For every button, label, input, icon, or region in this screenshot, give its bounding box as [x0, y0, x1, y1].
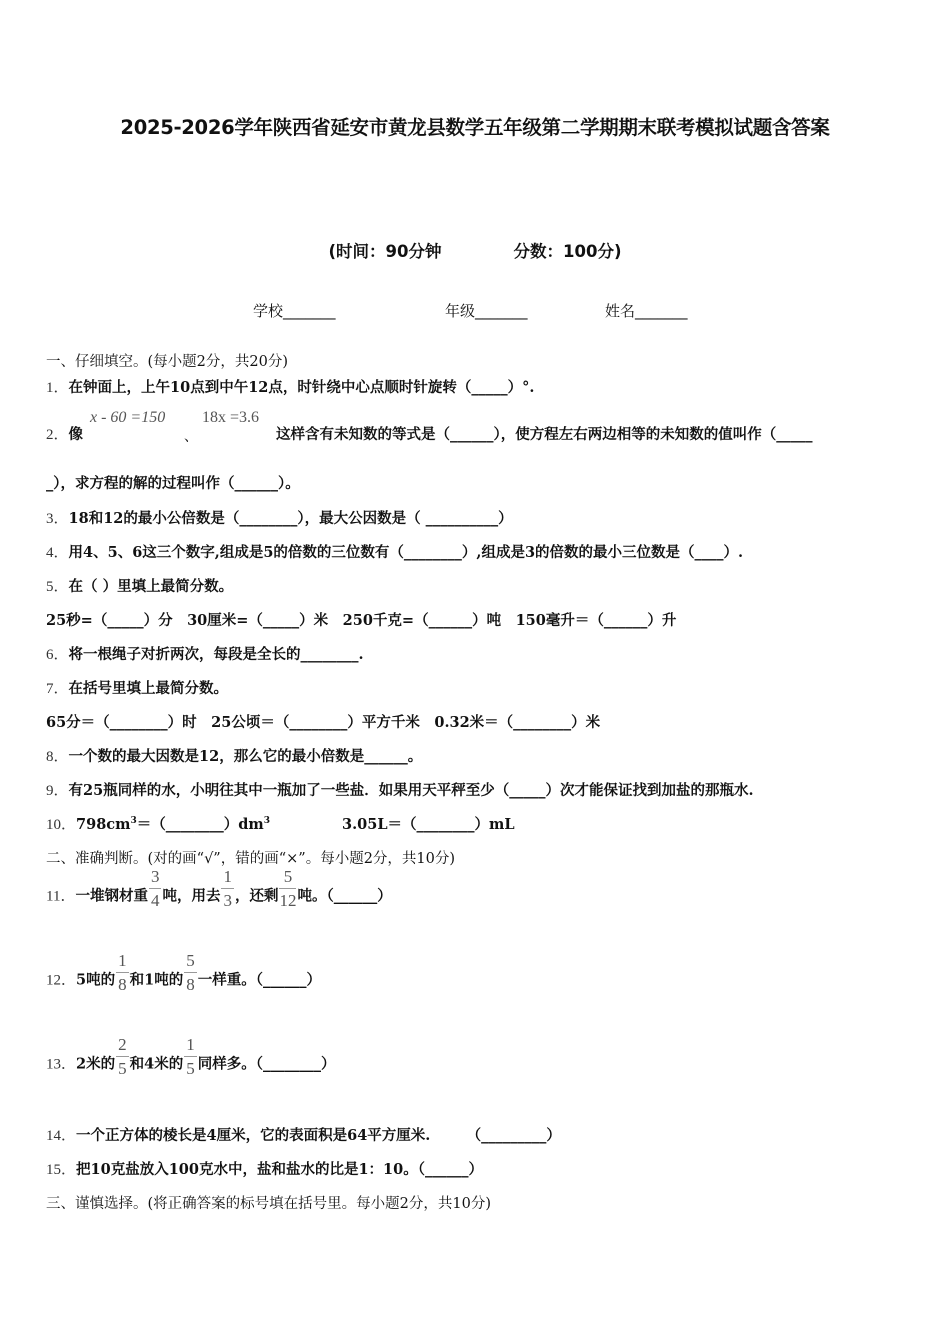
- fraction-1-3: $\frac{1}{3}$: [223, 867, 232, 910]
- question-7: 7．在括号里填上最简分数。: [46, 680, 229, 697]
- question-14: 14．一个正方体的棱长是4厘米，它的表面积是64平方厘米. （_________）: [46, 1127, 561, 1144]
- question-6: 6．将一根绳子对折两次，每段是全长的________.: [46, 646, 364, 663]
- question-13: 13．2米的 $\frac{2}{5}$ 和4米的 $\frac{1}{5}$ 同样多。（________）: [46, 1035, 336, 1078]
- question-12: 12．5吨的 $\frac{1}{8}$ 和1吨的 $\frac{5}{8}$ 一样重。（______）: [46, 951, 321, 994]
- section-1-heading: 一、仔细填空。(每小题2分，共20分): [46, 354, 288, 370]
- equation-2: 18x =3.6: [202, 409, 260, 426]
- name-field[interactable]: 姓名_______: [605, 302, 688, 320]
- question-4: 4．用4、5、6这三个数字,组成是5的倍数的三位数有（________）,组成是3的倍数的最小三位数是（____）.: [46, 544, 744, 561]
- question-1: 1．在钟面上，上午10点到中午12点，时针绕中心点顺时针旋转（_____）°.: [46, 379, 535, 396]
- grade-field[interactable]: 年级_______: [445, 302, 528, 320]
- exam-score: 分数：100分): [513, 242, 622, 261]
- question-10: 10．$798cm^3=(\_\_\_\_\_\_\_\_)dm^3$: [46, 816, 270, 833]
- equation-1: x - 60 =150: [90, 409, 166, 426]
- section-3-heading: 三、谨慎选择。(将正确答案的标号填在括号里。每小题2分，共10分): [46, 1196, 491, 1212]
- fraction-3-4: $\frac{3}{4}$: [150, 867, 160, 910]
- question-5: 5．在（ ）里填上最简分数。: [46, 578, 234, 595]
- document-title: 2025-2026学年陕西省延安市黄龙县数学五年级第二学期期末联考模拟试题含答案: [120, 116, 830, 139]
- fraction-5-8: $\frac{5}{8}$: [186, 951, 195, 994]
- question-10-part-b: 3.05L＝（________）mL: [342, 816, 515, 833]
- question-5-items: 25秒=（_____）分 30厘米=（_____）米 250千克=（______）吨 150毫升＝（______）升: [46, 612, 677, 629]
- question-8: 8．一个数的最大因数是12，那么它的最小倍数是______。: [46, 748, 423, 765]
- question-15: 15．把10克盐放入100克水中，盐和盐水的比是1：10。（______）: [46, 1161, 483, 1178]
- fraction-5-12: $\frac{5}{12}$: [279, 867, 297, 910]
- equation-separator: 、: [184, 429, 198, 445]
- question-3: 3．18和12的最小公倍数是（________），最大公因数是（ __________）: [46, 510, 513, 527]
- question-2-text: 这样含有未知数的等式是（______），使方程左右两边相等的未知数的值叫作（_____: [276, 426, 813, 443]
- fraction-1-5: $\frac{1}{5}$: [186, 1035, 195, 1078]
- question-7-items: 65分＝（________）时 25公顷＝（________）平方千米 0.32米＝（________）米: [46, 714, 601, 731]
- fraction-1-8: $\frac{1}{8}$: [118, 951, 127, 994]
- question-2: 2．像: [46, 426, 84, 443]
- question-2-continued: _），求方程的解的过程叫作（______）。: [46, 475, 300, 492]
- exam-time: (时间：90分钟: [328, 242, 442, 261]
- fraction-2-5: $\frac{2}{5}$: [118, 1035, 127, 1078]
- section-2-heading: 二、准确判断。(对的画“√”，错的画“×”。每小题2分，共10分): [46, 851, 456, 867]
- question-9: 9．有25瓶同样的水，小明往其中一瓶加了一些盐．如果用天平秤至少（_____）次才能保证找到加盐的那瓶水.: [46, 782, 754, 799]
- school-field[interactable]: 学校_______: [253, 302, 336, 320]
- question-11: 11．一堆钢材重 $\frac{3}{4}$ 吨，用去 $\frac{1}{3}$ ，还剩 $\frac{5}{12}$ 吨。（______）: [46, 867, 392, 910]
- exam-meta: [0, 238, 950, 262]
